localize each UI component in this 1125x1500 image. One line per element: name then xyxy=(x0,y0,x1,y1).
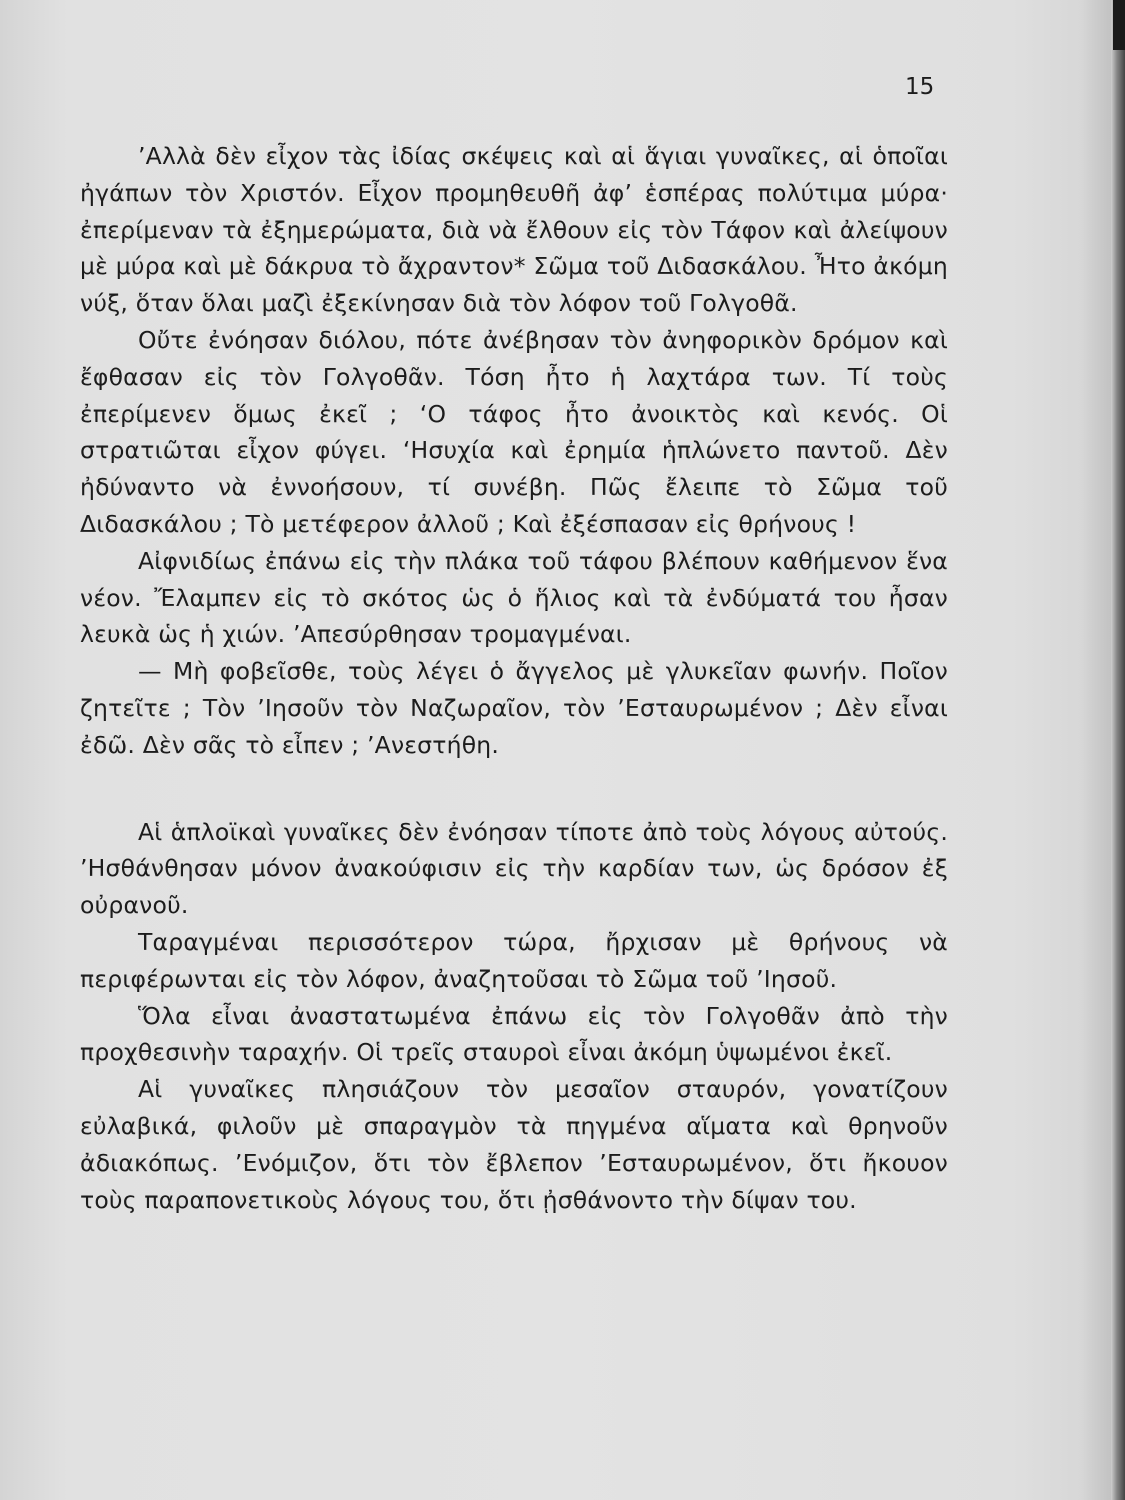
paragraph: Ταραγμέναι περισσότερον τώρα, ἤρχισαν μὲ θρήνους νὰ περιφέρωνται εἰς τὸν λόφον, ἀναζητοῦσαι τὸ Σῶμα τοῦ ’Ιησοῦ. xyxy=(80,927,948,993)
page-edge-shadow xyxy=(1081,0,1111,1500)
body-text xyxy=(80,138,948,1218)
paragraph: Αἱ γυναῖκες πλησιάζουν τὸν μεσαῖον σταυρόν, γονατίζουν εὐλαβικά, φιλοῦν μὲ σπαραγμὸν τὰ πηγμένα αἵματα καὶ θρηνοῦν ἀδιακόπως. ’Ενόμιζον, ὅτι τὸν ἔβλεπον ’Εσταυρωμένον, ὅτι ἤκουον τοὺς παραπονετικοὺς λόγους του, ὅτι ᾐσθάνοντο τὴν δίψαν του. xyxy=(80,1075,948,1214)
paragraph: Αἰφνιδίως ἐπάνω εἰς τὴν πλάκα τοῦ τάφου βλέπουν καθήμενον ἕνα νέον. Ἔλαμπεν εἰς τὸ σκότος ὡς ὁ ἥλιος καὶ τὰ ἐνδύματά του ἦσαν λευκὰ ὡς ἡ χιών. ’Απεσύρθησαν τρομαγμέναι. xyxy=(80,546,948,649)
paragraph: ’Αλλὰ δὲν εἶχον τὰς ἰδίας σκέψεις καὶ αἱ ἅγιαι γυναῖκες, αἱ ὁποῖαι ἠγάπων τὸν Χριστόν. Εἶχον προμηθευθῆ ἀφ’ ἑσπέρας πολύτιμα μύρα· ἐπερίμεναν τὰ ἐξημερώματα, διὰ νὰ ἔλθουν εἰς τὸν Τάφον καὶ ἀλείψουν μὲ μύρα καὶ μὲ δάκρυα τὸ ἄχραντον* Σῶμα τοῦ Διδασκάλου. Ἦτο ἀκόμη νύξ, ὅταν ὅλαι μαζὶ ἐξεκίνησαν διὰ τὸν λόφον τοῦ Γολγοθᾶ. xyxy=(80,142,948,318)
paragraph: — Μὴ φοβεῖσθε, τοὺς λέγει ὁ ἄγγελος μὲ γλυκεῖαν φωνήν. Ποῖον ζητεῖτε ; Τὸν ’Ιησοῦν τὸν Ναζωραῖον, τὸν ’Εσταυρωμένον ; Δὲν εἶναι ἐδῶ. Δὲν σᾶς τὸ εἶπεν ; ’Ανεστήθη. xyxy=(80,657,948,759)
page-number: 15 xyxy=(905,74,935,100)
paragraph: Οὔτε ἐνόησαν διόλου, πότε ἀνέβησαν τὸν ἀνηφορικὸν δρόμον καὶ ἔφθασαν εἰς τὸν Γολγοθᾶν. Τόση ἦτο ἡ λαχτάρα των. Τί τοὺς ἐπερίμενεν ὅμως ἐκεῖ ; ‘Ο τάφος ἦτο ἀνοικτὸς καὶ κενός. Οἱ στρατιῶται εἶχον φύγει. ‘Ησυχία καὶ ἐρημία ἡπλώνετο παντοῦ. Δὲν ἠδύναντο νὰ ἐννοήσουν, τί συνέβη. Πῶς ἔλειπε τὸ Σῶμα τοῦ Διδασκάλου ; Τὸ μετέφερον ἀλλοῦ ; Καὶ ἐξέσπασαν εἰς θρήνους ! xyxy=(80,325,948,538)
scan-corner xyxy=(1113,0,1125,50)
paragraph: Αἱ ἁπλοϊκαὶ γυναῖκες δὲν ἐνόησαν τίποτε ἀπὸ τοὺς λόγους αὐτούς. ’Ησθάνθησαν μόνον ἀνακούφισιν εἰς τὴν καρδίαν των, ὡς δρόσον ἐξ οὐρανοῦ. xyxy=(80,817,948,920)
section-gap xyxy=(80,764,948,814)
page-binding-edge xyxy=(1111,0,1125,1500)
paragraph: Ὅλα εἶναι ἀναστατωμένα ἐπάνω εἰς τὸν Γολγοθᾶν ἀπὸ τὴν προχθεσινὴν ταραχήν. Οἱ τρεῖς σταυροὶ εἶναι ἀκόμη ὑψωμένοι ἐκεῖ. xyxy=(80,1001,948,1067)
